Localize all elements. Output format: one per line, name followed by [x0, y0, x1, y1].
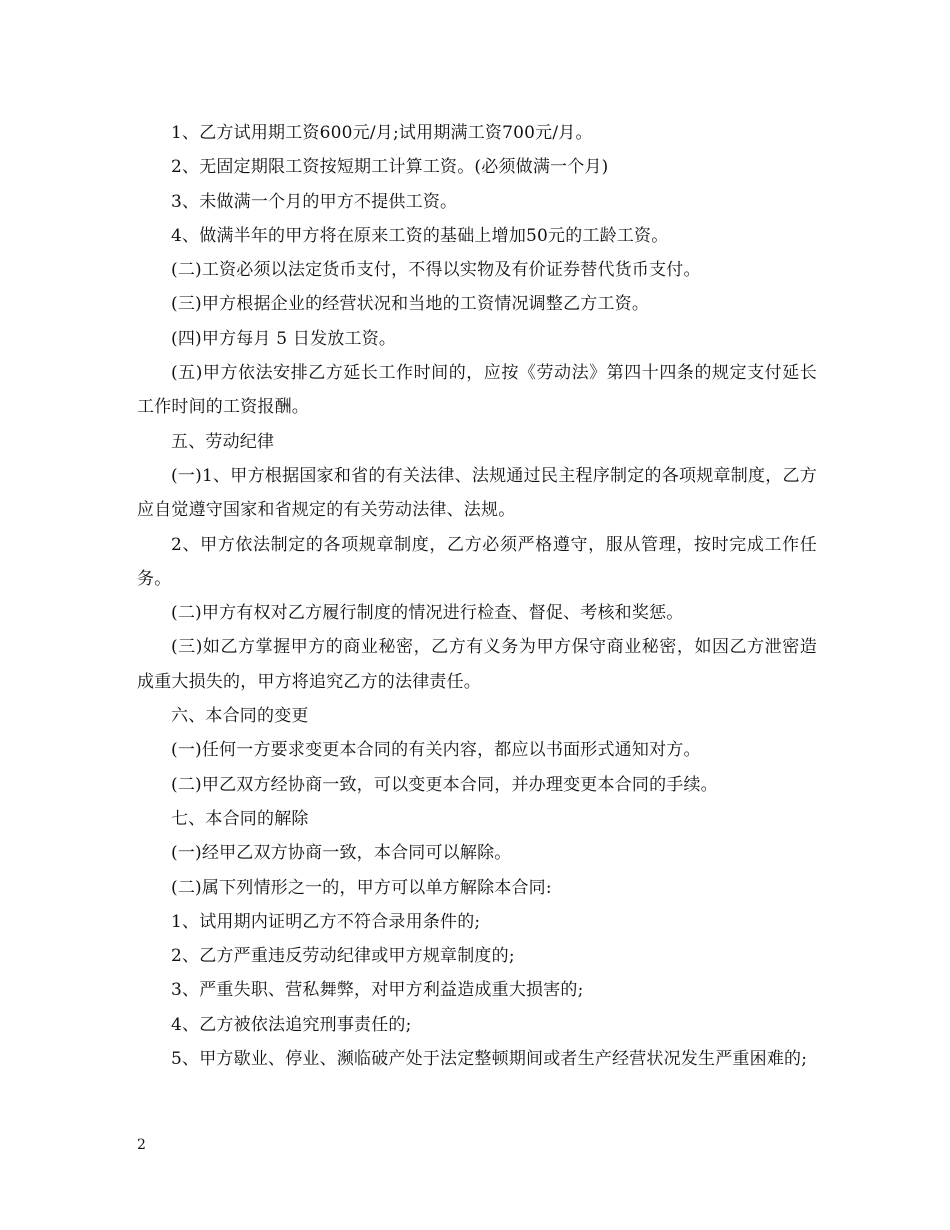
- paragraph: (一)任何一方要求变更本合同的有关内容，都应以书面形式通知对方。: [171, 740, 701, 761]
- paragraph: 3、未做满一个月的甲方不提供工资。: [171, 191, 458, 212]
- list-item: 5、甲方歇业、停业、濒临破产处于法定整顿期间或者生产经营状况发生严重困难的;: [171, 1049, 808, 1070]
- page-number: 2: [137, 1137, 146, 1153]
- paragraph: (三)如乙方掌握甲方的商业秘密，乙方有义务为甲方保守商业秘密，如因乙方泄密造成重大损失的，甲方将追究乙方的法律责任。: [137, 637, 817, 692]
- list-item: 2、乙方严重违反劳动纪律或甲方规章制度的;: [171, 946, 515, 967]
- paragraph: (一)经甲乙双方协商一致，本合同可以解除。: [171, 843, 512, 864]
- paragraph: 4、做满半年的甲方将在原来工资的基础上增加50元的工龄工资。: [171, 225, 669, 246]
- list-item: 4、乙方被依法追究刑事责任的;: [171, 1014, 412, 1035]
- paragraph: (二)甲乙双方经协商一致，可以变更本合同，并办理变更本合同的手续。: [171, 774, 718, 795]
- section-heading: 七、本合同的解除: [171, 808, 309, 829]
- paragraph: (二)属下列情形之一的，甲方可以单方解除本合同:: [171, 877, 552, 898]
- paragraph: 2、无固定期限工资按短期工计算工资。(必须做满一个月): [171, 157, 609, 178]
- section-heading: 五、劳动纪律: [171, 431, 275, 452]
- document-body: [137, 116, 817, 1076]
- paragraph: 1、乙方试用期工资600元/月;试用期满工资700元/月。: [171, 123, 593, 143]
- paragraph: (五)甲方依法安排乙方延长工作时间的，应按《劳动法》第四十四条的规定支付延长工作时间的工资报酬。: [137, 363, 817, 418]
- paragraph: (四)甲方每月 5 日发放工资。: [171, 328, 397, 349]
- list-item: 1、试用期内证明乙方不符合录用条件的;: [171, 911, 481, 932]
- section-heading: 六、本合同的变更: [171, 706, 309, 727]
- paragraph: (三)甲方根据企业的经营状况和当地的工资情况调整乙方工资。: [171, 294, 650, 315]
- list-item: 3、严重失职、营私舞弊，对甲方利益造成重大损害的;: [171, 980, 584, 1001]
- paragraph: 2、甲方依法制定的各项规章制度，乙方必须严格遵守，服从管理，按时完成工作任务。: [137, 534, 817, 589]
- paragraph: (二)工资必须以法定货币支付，不得以实物及有价证券替代货币支付。: [171, 260, 701, 281]
- paragraph: (二)甲方有权对乙方履行制度的情况进行检查、督促、考核和奖惩。: [171, 603, 684, 624]
- paragraph: (一)1、甲方根据国家和省的有关法律、法规通过民主程序制定的各项规章制度，乙方应自觉遵守国家和省规定的有关劳动法律、法规。: [137, 465, 817, 521]
